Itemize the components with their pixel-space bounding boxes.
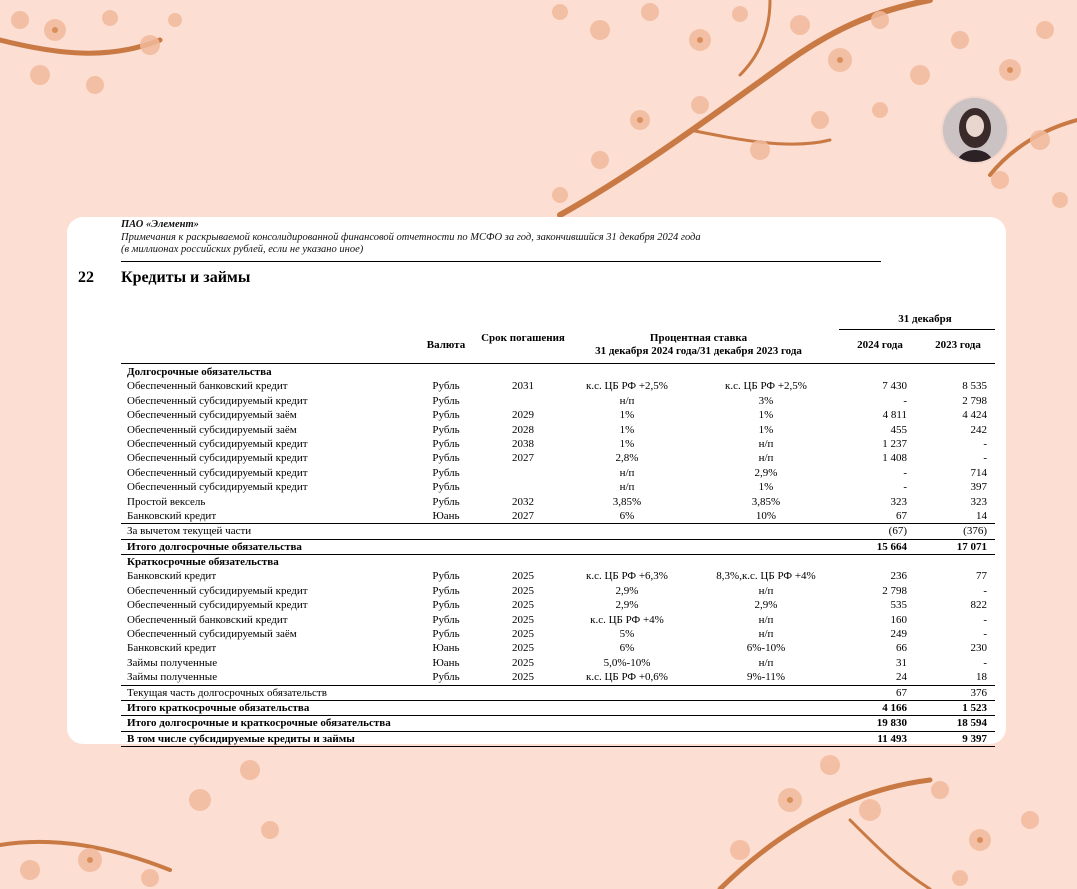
header-2023: 2023 года bbox=[935, 339, 981, 351]
header-group-divider bbox=[839, 329, 995, 330]
value-2024: 4 166 bbox=[882, 701, 907, 714]
rate-2024-cell: н/п bbox=[619, 466, 635, 479]
value-2023: 2 798 bbox=[962, 394, 987, 407]
currency-cell: Рубль bbox=[432, 628, 460, 641]
section-title: Кредиты и займы bbox=[121, 269, 251, 286]
table-row bbox=[121, 509, 995, 523]
rate-2024-cell: 1% bbox=[619, 409, 635, 422]
value-2023: - bbox=[983, 452, 987, 465]
value-2024: 67 bbox=[896, 509, 907, 522]
row-name: Итого долгосрочные и краткосрочные обязательства bbox=[127, 717, 391, 730]
term-cell: 2031 bbox=[512, 380, 534, 393]
value-2023: 8 535 bbox=[962, 380, 987, 393]
value-2024: 323 bbox=[890, 495, 907, 508]
rate-2023-cell: н/п bbox=[758, 628, 774, 641]
rate-2023-cell: н/п bbox=[758, 437, 774, 450]
term-cell: 2025 bbox=[512, 570, 534, 583]
rate-2023-cell: 10% bbox=[755, 509, 777, 522]
table-row bbox=[121, 379, 995, 393]
term-cell: 2028 bbox=[512, 423, 534, 436]
value-2023: 323 bbox=[970, 495, 987, 508]
row-name: Обеспеченный банковский кредит bbox=[127, 380, 288, 393]
section-row-long-term bbox=[121, 365, 995, 379]
term-cell: 2025 bbox=[512, 628, 534, 641]
value-2024: 236 bbox=[890, 570, 907, 583]
table-row bbox=[121, 656, 995, 670]
table-row-total-all bbox=[121, 715, 995, 730]
term-cell: 2027 bbox=[512, 452, 534, 465]
table-row bbox=[121, 613, 995, 627]
value-2024: 11 493 bbox=[877, 732, 907, 745]
row-name: В том числе субсидируемые кредиты и займы bbox=[127, 732, 355, 745]
value-2024: (67) bbox=[888, 525, 907, 538]
value-2024: 2 798 bbox=[882, 584, 907, 597]
document-page bbox=[67, 217, 1006, 744]
table-row bbox=[121, 423, 995, 437]
rate-2024-cell: 2,9% bbox=[615, 584, 639, 597]
value-2024: 24 bbox=[896, 671, 907, 684]
currency-cell: Рубль bbox=[432, 409, 460, 422]
value-2024: 4 811 bbox=[882, 409, 907, 422]
currency-cell: Рубль bbox=[432, 570, 460, 583]
rate-2023-cell: 1% bbox=[758, 423, 774, 436]
value-2024: 160 bbox=[890, 613, 907, 626]
row-name: Обеспеченный субсидируемый кредит bbox=[127, 584, 308, 597]
value-2024: - bbox=[903, 481, 907, 494]
table-row bbox=[121, 394, 995, 408]
value-2024: 15 664 bbox=[876, 540, 907, 553]
rate-2023-cell: 9%-11% bbox=[746, 671, 786, 684]
row-name: Обеспеченный банковский кредит bbox=[127, 613, 288, 626]
value-2023: 17 071 bbox=[956, 540, 987, 553]
term-cell: 2025 bbox=[512, 613, 534, 626]
currency-cell: Юань bbox=[432, 656, 460, 669]
header-dec-31: 31 декабря bbox=[898, 313, 952, 325]
term-cell: 2025 bbox=[512, 584, 534, 597]
table-row bbox=[121, 408, 995, 422]
rate-2023-cell: 8,3%,к.с. ЦБ РФ +4% bbox=[716, 570, 816, 583]
currency-cell: Рубль bbox=[432, 423, 460, 436]
value-2024: 535 bbox=[890, 599, 907, 612]
header-rate-dates: 31 декабря 2024 года/31 декабря 2023 года bbox=[595, 345, 802, 357]
row-name: Обеспеченный субсидируемый заём bbox=[127, 628, 297, 641]
rate-2024-cell: 1% bbox=[619, 423, 635, 436]
value-2023: 14 bbox=[976, 509, 987, 522]
rate-2023-cell: н/п bbox=[758, 584, 774, 597]
row-name: Обеспеченный субсидируемый заём bbox=[127, 409, 297, 422]
row-name: Текущая часть долгосрочных обязательств bbox=[127, 686, 327, 699]
rate-2024-cell: 6% bbox=[619, 642, 635, 655]
value-2023: 4 424 bbox=[962, 409, 987, 422]
table-row bbox=[121, 598, 995, 612]
company-name: ПАО «Элемент» bbox=[121, 219, 199, 230]
row-name: Банковский кредит bbox=[127, 642, 217, 655]
table-row bbox=[121, 466, 995, 480]
term-cell: 2029 bbox=[512, 409, 534, 422]
currency-cell: Рубль bbox=[432, 437, 460, 450]
rate-2023-cell: к.с. ЦБ РФ +2,5% bbox=[725, 380, 807, 393]
rate-2024-cell: к.с. ЦБ РФ +2,5% bbox=[586, 380, 668, 393]
term-cell: 2025 bbox=[512, 599, 534, 612]
currency-cell: Юань bbox=[432, 509, 460, 522]
term-cell: 2025 bbox=[512, 656, 534, 669]
value-2023: (376) bbox=[963, 525, 987, 538]
row-name: Банковский кредит bbox=[127, 509, 217, 522]
value-2024: 31 bbox=[896, 656, 907, 669]
value-2023: 376 bbox=[970, 686, 987, 699]
value-2023: 77 bbox=[976, 570, 987, 583]
table-row-subsidized bbox=[121, 731, 995, 747]
value-2023: - bbox=[983, 584, 987, 597]
value-2023: 822 bbox=[970, 599, 987, 612]
loans-table bbox=[121, 311, 995, 747]
table-row-total-short bbox=[121, 700, 995, 715]
term-cell: 2038 bbox=[512, 437, 534, 450]
table-row bbox=[121, 437, 995, 451]
section-row-short-term bbox=[121, 555, 995, 569]
document-header bbox=[121, 219, 881, 257]
value-2024: 67 bbox=[896, 686, 907, 699]
rate-2024-cell: н/п bbox=[619, 481, 635, 494]
rate-2023-cell: 2,9% bbox=[754, 599, 778, 612]
table-row-current-portion bbox=[121, 685, 995, 700]
rate-2023-cell: 1% bbox=[758, 409, 774, 422]
rate-2023-cell: 3,85% bbox=[751, 495, 781, 508]
currency-cell: Рубль bbox=[432, 466, 460, 479]
value-2024: 249 bbox=[890, 628, 907, 641]
currency-cell: Рубль bbox=[432, 380, 460, 393]
currency-cell: Рубль bbox=[432, 584, 460, 597]
header-currency: Валюта bbox=[426, 339, 466, 351]
header-rate: Процентная ставка bbox=[649, 332, 748, 344]
rate-2024-cell: 6% bbox=[619, 509, 635, 522]
section-label: Долгосрочные обязательства bbox=[127, 366, 272, 378]
value-2023: 1 523 bbox=[962, 701, 987, 714]
term-cell: 2025 bbox=[512, 642, 534, 655]
short-term-rows bbox=[121, 569, 995, 684]
table-row bbox=[121, 627, 995, 641]
row-name: Обеспеченный субсидируемый кредит bbox=[127, 452, 308, 465]
row-name: Итого краткосрочные обязательства bbox=[127, 701, 310, 714]
header-divider-line bbox=[121, 363, 995, 364]
header-term: Срок погашения bbox=[481, 332, 565, 344]
report-subtitle: Примечания к раскрываемой консолидированной финансовой отчетности по МСФО за год, закончившийся 31 декабря 2024 года bbox=[121, 231, 701, 243]
value-2024: 66 bbox=[896, 642, 907, 655]
table-row bbox=[121, 569, 995, 583]
term-cell: 2027 bbox=[512, 509, 534, 522]
currency-cell: Рубль bbox=[432, 452, 460, 465]
row-name: Обеспеченный субсидируемый заём bbox=[127, 423, 297, 436]
row-name: Простой вексель bbox=[127, 495, 206, 508]
rate-2024-cell: к.с. ЦБ РФ +0,6% bbox=[586, 671, 668, 684]
row-name: Займы полученные bbox=[127, 656, 218, 669]
value-2023: 18 bbox=[976, 671, 987, 684]
header-2024: 2024 года bbox=[857, 339, 903, 351]
row-name: Обеспеченный субсидируемый кредит bbox=[127, 599, 308, 612]
term-cell: 2032 bbox=[512, 495, 534, 508]
value-2023: - bbox=[983, 437, 987, 450]
value-2023: - bbox=[983, 628, 987, 641]
table-row bbox=[121, 451, 995, 465]
rate-2024-cell: 2,8% bbox=[615, 452, 639, 465]
rate-2023-cell: 6%-10% bbox=[746, 642, 786, 655]
row-name: Обеспеченный субсидируемый кредит bbox=[127, 437, 308, 450]
value-2023: 230 bbox=[970, 642, 987, 655]
row-name: Банковский кредит bbox=[127, 570, 217, 583]
table-row bbox=[121, 641, 995, 655]
row-name: Обеспеченный субсидируемый кредит bbox=[127, 394, 308, 407]
term-cell: 2025 bbox=[512, 671, 534, 684]
currency-cell: Рубль bbox=[432, 481, 460, 494]
header-divider bbox=[121, 261, 881, 262]
value-2024: 1 237 bbox=[882, 437, 907, 450]
value-2023: - bbox=[983, 613, 987, 626]
value-2024: 19 830 bbox=[876, 717, 907, 730]
rate-2023-cell: 1% bbox=[758, 481, 774, 494]
currency-cell: Рубль bbox=[432, 495, 460, 508]
table-header bbox=[121, 311, 995, 365]
rate-2024-cell: 3,85% bbox=[612, 495, 642, 508]
value-2023: 397 bbox=[970, 481, 987, 494]
value-2023: 242 bbox=[970, 423, 987, 436]
value-2024: - bbox=[903, 466, 907, 479]
row-name: За вычетом текущей части bbox=[127, 525, 252, 538]
row-name: Займы полученные bbox=[127, 671, 218, 684]
currency-cell: Рубль bbox=[432, 671, 460, 684]
table-row bbox=[121, 584, 995, 598]
value-2023: 18 594 bbox=[956, 717, 987, 730]
rate-2023-cell: н/п bbox=[758, 452, 774, 465]
rate-2023-cell: 2,9% bbox=[754, 466, 778, 479]
row-name: Итого долгосрочные обязательства bbox=[127, 540, 302, 553]
currency-cell: Рубль bbox=[432, 613, 460, 626]
rate-2024-cell: 5,0%-10% bbox=[603, 656, 651, 669]
row-name: Обеспеченный субсидируемый кредит bbox=[127, 466, 308, 479]
section-number: 22 bbox=[78, 269, 94, 286]
table-row-less-current bbox=[121, 523, 995, 538]
units-note: (в миллионах российских рублей, если не указано иное) bbox=[121, 244, 364, 255]
table-row bbox=[121, 480, 995, 494]
avatar[interactable] bbox=[943, 98, 1007, 162]
rate-2023-cell: 3% bbox=[758, 394, 774, 407]
table-row bbox=[121, 495, 995, 509]
long-term-rows bbox=[121, 379, 995, 523]
rate-2024-cell: 2,9% bbox=[615, 599, 639, 612]
value-2023: 714 bbox=[970, 466, 987, 479]
table-row bbox=[121, 670, 995, 684]
value-2023: 9 397 bbox=[962, 732, 987, 745]
rate-2024-cell: к.с. ЦБ РФ +4% bbox=[590, 613, 664, 626]
rate-2023-cell: н/п bbox=[758, 656, 774, 669]
rate-2024-cell: н/п bbox=[619, 394, 635, 407]
section-label: Краткосрочные обязательства bbox=[127, 556, 279, 569]
value-2023: - bbox=[983, 656, 987, 669]
currency-cell: Юань bbox=[432, 642, 460, 655]
currency-cell: Рубль bbox=[432, 394, 460, 407]
value-2024: 455 bbox=[890, 423, 907, 436]
currency-cell: Рубль bbox=[432, 599, 460, 612]
rate-2023-cell: н/п bbox=[758, 613, 774, 626]
value-2024: - bbox=[903, 394, 907, 407]
table-row-total-long bbox=[121, 539, 995, 555]
rate-2024-cell: 1% bbox=[619, 437, 635, 450]
row-name: Обеспеченный субсидируемый кредит bbox=[127, 481, 308, 494]
rate-2024-cell: 5% bbox=[619, 628, 635, 641]
value-2024: 1 408 bbox=[882, 452, 907, 465]
value-2024: 7 430 bbox=[882, 380, 907, 393]
rate-2024-cell: к.с. ЦБ РФ +6,3% bbox=[586, 570, 668, 583]
